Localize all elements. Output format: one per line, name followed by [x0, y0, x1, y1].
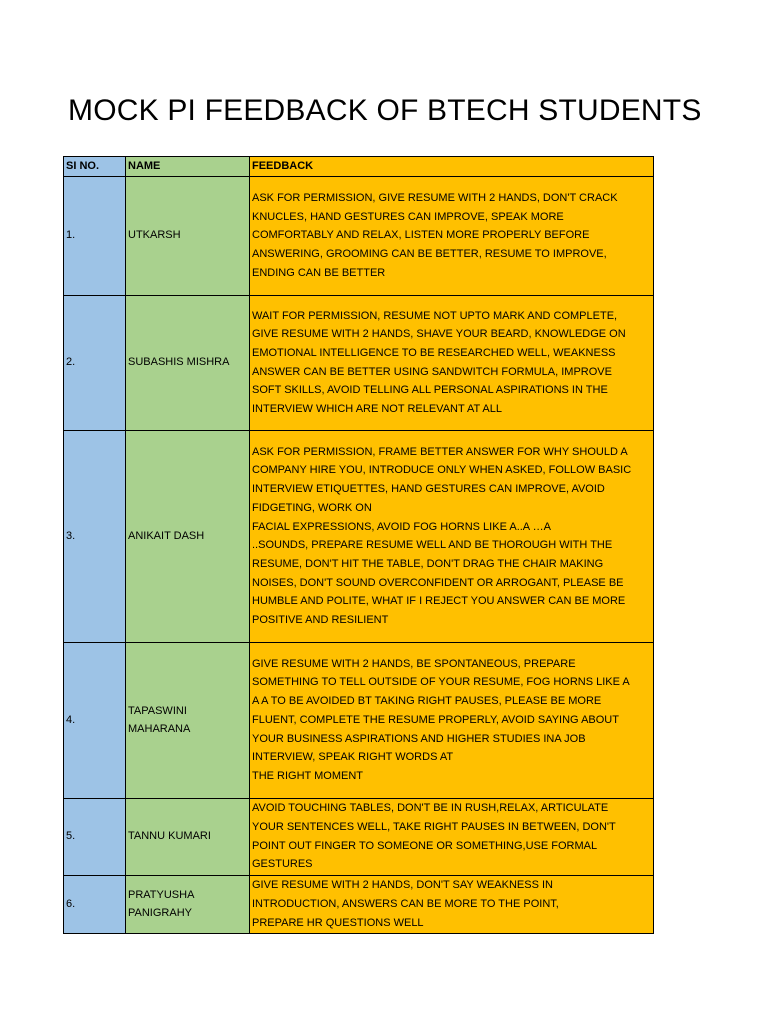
row-sno: 6. — [64, 875, 126, 933]
table-row — [64, 642, 654, 798]
header-row — [64, 157, 654, 177]
row-name: UTKARSH — [126, 176, 250, 295]
header-sno: SI NO. — [64, 157, 126, 177]
header-feedback: FEEDBACK — [250, 157, 654, 177]
table-row — [64, 295, 654, 430]
row-sno: 5. — [64, 798, 126, 875]
row-feedback: GIVE RESUME WITH 2 HANDS, DON'T SAY WEAKNESS IN INTRODUCTION, ANSWERS CAN BE MORE TO THE POINT, PREPARE HR QUESTIONS WELL — [250, 875, 654, 933]
table-row — [64, 430, 654, 642]
row-feedback: AVOID TOUCHING TABLES, DON'T BE IN RUSH,RELAX, ARTICULATE YOUR SENTENCES WELL, TAKE RIGHT PAUSES IN BETWEEN, DON'T POINT OUT FINGER TO SOMEONE OR SOMETHING,USE FORMAL GESTURES — [250, 798, 654, 875]
row-feedback: GIVE RESUME WITH 2 HANDS, BE SPONTANEOUS, PREPARE SOMETHING TO TELL OUTSIDE OF YOUR RESUME, FOG HORNS LIKE A A A TO BE AVOIDED BT TAKING RIGHT PAUSES, PLEASE BE MORE FLUENT, COMPLETE THE RESUME PROPERLY, AVOID SAYING ABOUT YOUR BUSINESS ASPIRATIONS AND HIGHER STUDIES INA JOB INTERVIEW, SPEAK RIGHT WORDS AT THE RIGHT MOMENT — [250, 642, 654, 798]
row-name: TANNU KUMARI — [126, 798, 250, 875]
header-name: NAME — [126, 157, 250, 177]
page-title: MOCK PI FEEDBACK OF BTECH STUDENTS — [68, 94, 702, 127]
feedback-table — [63, 156, 654, 934]
row-sno: 4. — [64, 642, 126, 798]
table-row — [64, 176, 654, 295]
row-sno: 2. — [64, 295, 126, 430]
row-name: SUBASHIS MISHRA — [126, 295, 250, 430]
row-name: ANIKAIT DASH — [126, 430, 250, 642]
row-feedback: ASK FOR PERMISSION, FRAME BETTER ANSWER FOR WHY SHOULD A COMPANY HIRE YOU, INTRODUCE ONLY WHEN ASKED, FOLLOW BASIC INTERVIEW ETIQUETTES, HAND GESTURES CAN IMPROVE, AVOID FIDGETING, WORK ON FACIAL EXPRESSIONS, AVOID FOG HORNS LIKE A..A …A ..SOUNDS, PREPARE RESUME WELL AND BE THOROUGH WITH THE RESUME, DON'T HIT THE TABLE, DON'T DRAG THE CHAIR MAKING NOISES, DON'T SOUND OVERCONFIDENT OR ARROGANT, PLEASE BE HUMBLE AND POLITE, WHAT IF I REJECT YOU ANSWER CAN BE MORE POSITIVE AND RESILIENT — [250, 430, 654, 642]
row-name: TAPASWINI MAHARANA — [126, 642, 250, 798]
row-sno: 1. — [64, 176, 126, 295]
table-row — [64, 875, 654, 933]
row-name: PRATYUSHA PANIGRAHY — [126, 875, 250, 933]
table-row — [64, 798, 654, 875]
row-sno: 3. — [64, 430, 126, 642]
row-feedback: ASK FOR PERMISSION, GIVE RESUME WITH 2 HANDS, DON'T CRACK KNUCLES, HAND GESTURES CAN IMPROVE, SPEAK MORE COMFORTABLY AND RELAX, LISTEN MORE PROPERLY BEFORE ANSWERING, GROOMING CAN BE BETTER, RESUME TO IMPROVE, ENDING CAN BE BETTER — [250, 176, 654, 295]
row-feedback: WAIT FOR PERMISSION, RESUME NOT UPTO MARK AND COMPLETE, GIVE RESUME WITH 2 HANDS, SHAVE YOUR BEARD, KNOWLEDGE ON EMOTIONAL INTELLIGENCE TO BE RESEARCHED WELL, WEAKNESS ANSWER CAN BE BETTER USING SANDWITCH FORMULA, IMPROVE SOFT SKILLS, AVOID TELLING ALL PERSONAL ASPIRATIONS IN THE INTERVIEW WHICH ARE NOT RELEVANT AT ALL — [250, 295, 654, 430]
